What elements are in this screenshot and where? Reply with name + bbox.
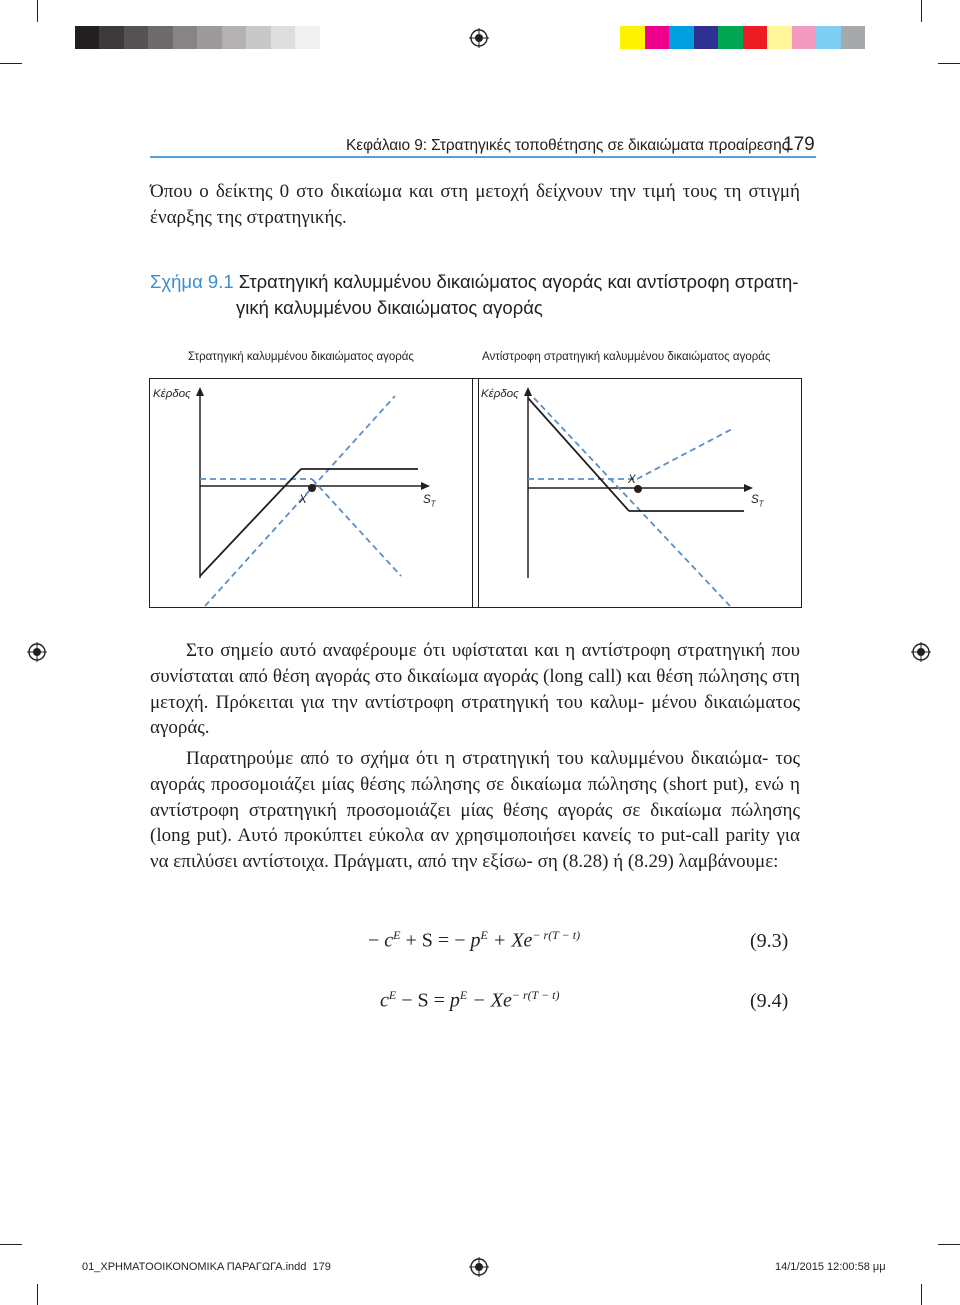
- body-paragraph-2-text: Παρατηρούμε από το σχήμα ότι η στρατηγική του καλυμμένου δικαιώμα- τος αγοράς προσομοιάζει μίας θέσης πώλησης σε δικαίωμα πώλησης (short put), ενώ η αντίστροφη στρατηγική προσομοιάζει μίας θέσης αγοράς σε δικαίωμα πώλησης (long put). Αυτό προκύπτει εύκολα αν χρησιμοποιήσει κανείς το put-call parity για να επιλύσει αντίστοιχα. Πράγματι, από την εξίσω- ση (8.28) ή (8.29) λαμβάνουμε:: [150, 748, 800, 873]
- right-short-stock-line: [534, 398, 730, 606]
- color-swatch: [841, 26, 866, 49]
- left-short-call-line-slope: [312, 479, 401, 576]
- left-st-label: [423, 494, 436, 508]
- color-swatch: [645, 26, 670, 49]
- crop-mark: [0, 63, 22, 64]
- registration-mark-icon: [27, 642, 47, 662]
- footer-page: 179: [312, 1261, 331, 1273]
- grayscale-color-bar: [50, 26, 320, 49]
- color-swatch: [75, 26, 100, 49]
- equation-number-9-3: (9.3): [750, 930, 789, 952]
- eq2-c-sup: E: [388, 988, 397, 1002]
- footer-timestamp: 14/1/2015 12:00:58 μμ: [775, 1261, 886, 1273]
- eq2-p: p: [449, 989, 460, 1012]
- crop-mark: [921, 1284, 922, 1305]
- left-covered-call-line: [200, 469, 301, 576]
- crop-mark: [0, 1244, 22, 1245]
- eq1-plus-s: + S = −: [405, 929, 466, 952]
- figure-label: Σχήμα 9.1: [150, 271, 234, 292]
- eq1-c-sup: E: [393, 928, 401, 942]
- header-rule: [150, 156, 816, 158]
- right-payoff-chart: [472, 378, 802, 608]
- color-swatch: [816, 26, 841, 49]
- color-swatch: [718, 26, 743, 49]
- right-reverse-line: [528, 398, 629, 511]
- color-swatch: [148, 26, 173, 49]
- eq1-lead-minus: −: [368, 929, 380, 952]
- registration-mark-icon: [469, 1257, 489, 1277]
- crop-mark: [938, 63, 960, 64]
- left-payoff-chart: [149, 378, 479, 608]
- right-x-axis-arrow-icon: [744, 484, 753, 492]
- left-st-s: S: [423, 494, 431, 506]
- process-color-bar: [620, 26, 865, 49]
- right-y-axis-arrow-icon: [524, 387, 532, 396]
- equation-9-4: [380, 988, 560, 1013]
- color-swatch: [743, 26, 768, 49]
- figure-title: [150, 269, 810, 321]
- left-y-axis-arrow-icon: [196, 387, 204, 396]
- equation-number-9-4: (9.4): [750, 990, 789, 1012]
- crop-mark: [921, 0, 922, 22]
- color-swatch: [792, 26, 817, 49]
- left-x-axis-arrow-icon: [421, 482, 430, 490]
- registration-mark-icon: [469, 28, 489, 48]
- right-st-sub: T: [758, 499, 764, 509]
- crop-mark: [37, 1284, 38, 1305]
- color-swatch: [197, 26, 222, 49]
- eq1-plus-xe: + Xe: [492, 929, 533, 952]
- right-st-label: [751, 494, 764, 508]
- crop-mark: [37, 0, 38, 22]
- eq1-p: p: [470, 929, 481, 952]
- footer-filename-text: 01_ΧΡΗΜΑΤΟΟΙΚΟΝΟΜΙΚΑ ΠΑΡΑΓΩΓΑ.indd: [82, 1261, 307, 1273]
- figure-title-line2: γική καλυμμένου δικαιώματος αγοράς: [236, 297, 543, 318]
- color-swatch: [173, 26, 198, 49]
- right-long-call-line-slope: [637, 428, 734, 479]
- body-paragraph-2: [150, 746, 800, 875]
- right-strike-label: X: [628, 474, 636, 486]
- color-swatch: [669, 26, 694, 49]
- color-swatch: [222, 26, 247, 49]
- color-swatch: [295, 26, 320, 49]
- eq2-minus-s: − S =: [401, 989, 450, 1012]
- body-paragraph-1: [150, 638, 800, 741]
- registration-mark-icon: [911, 642, 931, 662]
- figure-title-line1: Στρατηγική καλυμμένου δικαιώματος αγοράς και αντίστροφη στρατη-: [238, 271, 799, 292]
- right-y-axis-label: Κέρδος: [481, 388, 519, 400]
- left-y-axis-label: Κέρδος: [153, 388, 191, 400]
- color-swatch: [50, 26, 75, 49]
- eq2-c: c: [380, 989, 389, 1012]
- page-number: 179: [783, 134, 815, 155]
- eq1-c: c: [384, 929, 394, 952]
- right-st-s: S: [751, 494, 759, 506]
- eq2-p-sup: E: [459, 988, 468, 1002]
- eq2-minus-xe: − Xe: [472, 989, 512, 1012]
- left-strike-label: X: [299, 494, 307, 506]
- color-swatch: [124, 26, 149, 49]
- intro-paragraph: Όπου ο δείκτης 0 στο δικαίωμα και στη μετοχή δείχνουν την τιμή τους τη στιγμή έναρξης της στρατηγικής.: [150, 181, 800, 228]
- body-paragraph-1-text: Στο σημείο αυτό αναφέρουμε ότι υφίσταται και η αντίστροφη στρατηγική που συνίσταται από θέση αγοράς στο δικαίωμα αγοράς (long call) και θέση πώλησης στη μετοχή. Πρόκειται για την αντίστροφη στρατηγική του καλυμ- μένου δικαιώματος αγοράς.: [150, 640, 800, 739]
- left-st-sub: T: [430, 499, 436, 509]
- footer-filename: [82, 1261, 331, 1273]
- eq1-p-sup: E: [480, 928, 488, 942]
- running-header-chapter-title: Κεφάλαιο 9: Στρατηγικές τοποθέτησης σε δικαιώματα προαίρεσης: [346, 137, 789, 154]
- color-swatch: [246, 26, 271, 49]
- right-panel-title: Αντίστροφη στρατηγική καλυμμένου δικαιώματος αγοράς: [482, 351, 771, 363]
- crop-mark: [938, 1244, 960, 1245]
- eq1-exponent: − r(T − t): [532, 928, 581, 942]
- color-swatch: [99, 26, 124, 49]
- color-swatch: [271, 26, 296, 49]
- color-swatch: [694, 26, 719, 49]
- eq2-exponent: − r(T − t): [511, 988, 560, 1002]
- left-panel-title: Στρατηγική καλυμμένου δικαιώματος αγοράς: [188, 351, 414, 363]
- color-swatch: [767, 26, 792, 49]
- right-strike-point: [634, 485, 642, 493]
- left-strike-point: [308, 484, 316, 492]
- color-swatch: [620, 26, 645, 49]
- equation-9-3: [368, 928, 580, 953]
